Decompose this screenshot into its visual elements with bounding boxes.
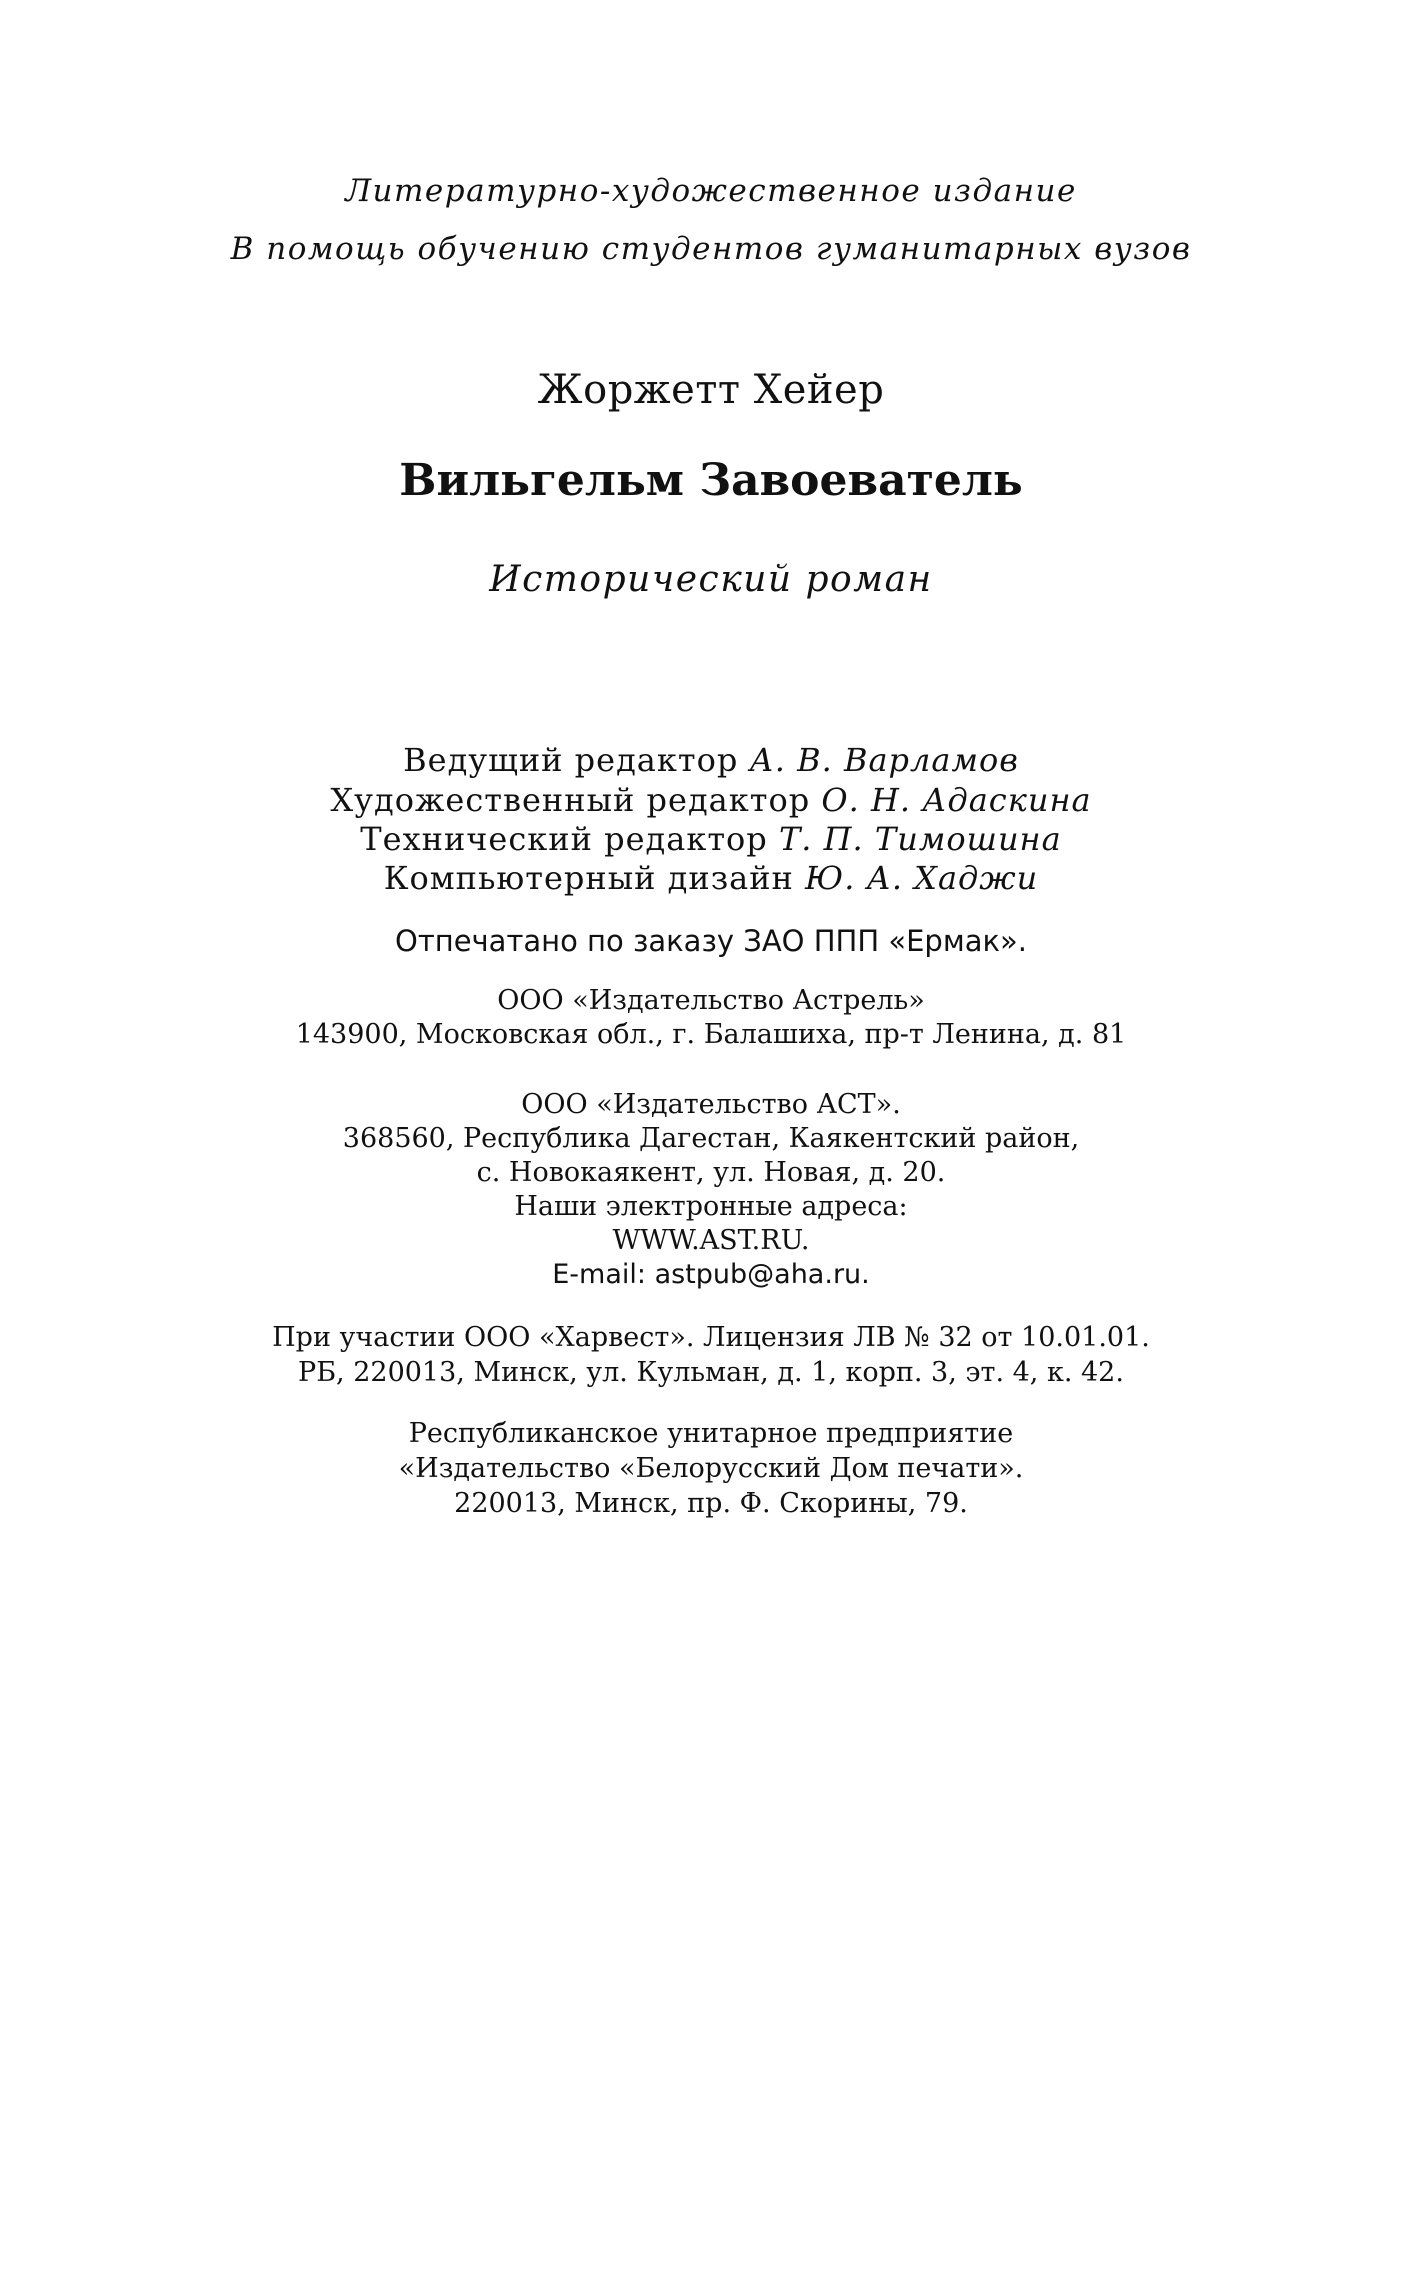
- credit-name: Ю. А. Хаджи: [805, 859, 1039, 897]
- credit-name: Т. П. Тимошина: [778, 820, 1062, 858]
- printed-note: Отпечатано по заказу ЗАО ППП «Ермак».: [395, 924, 1027, 958]
- ast-email: E-mail: astpub@aha.ru.: [552, 1259, 870, 1290]
- ast-name: ООО «Издательство АСТ».: [521, 1089, 901, 1120]
- series-line-1: Литературно-художественное издание: [345, 173, 1077, 209]
- credit-role: Компьютерный дизайн: [383, 859, 794, 897]
- credit-role: Ведущий редактор: [403, 741, 739, 779]
- book-title: Вильгельм Завоеватель: [399, 455, 1023, 506]
- credit-name: О. Н. Адаскина: [821, 781, 1092, 819]
- genre-subtitle: Исторический роман: [489, 559, 933, 600]
- credit-lead-editor: [0, 741, 1422, 779]
- credit-art-editor: [0, 781, 1422, 819]
- credit-role: Технический редактор: [360, 820, 768, 858]
- printer-line-2: «Издательство «Белорусский Дом печати».: [398, 1453, 1024, 1484]
- credit-design: [0, 859, 1422, 897]
- harvest-line-2: РБ, 220013, Минск, ул. Кульман, д. 1, корп. 3, эт. 4, к. 42.: [298, 1357, 1124, 1388]
- credit-tech-editor: [0, 820, 1422, 858]
- author-name: Жоржетт Хейер: [537, 367, 885, 413]
- ast-website: WWW.AST.RU.: [612, 1225, 810, 1256]
- printer-line-1: Республиканское унитарное предприятие: [408, 1418, 1014, 1449]
- ast-web-label: Наши электронные адреса:: [514, 1191, 908, 1222]
- credit-name: А. В. Варламов: [749, 741, 1019, 779]
- printer-line-3: 220013, Минск, пр. Ф. Скорины, 79.: [454, 1488, 968, 1519]
- ast-address-1: 368560, Республика Дагестан, Каякентский район,: [342, 1123, 1080, 1154]
- harvest-line-1: При участии ООО «Харвест». Лицензия ЛВ № 32 от 10.01.01.: [272, 1322, 1150, 1353]
- credit-role: Художественный редактор: [330, 781, 811, 819]
- ast-address-2: с. Новокаякент, ул. Новая, д. 20.: [476, 1157, 946, 1188]
- astrel-name: ООО «Издательство Астрель»: [497, 985, 925, 1016]
- astrel-address: 143900, Московская обл., г. Балашиха, пр-т Ленина, д. 81: [295, 1019, 1127, 1050]
- series-line-2: В помощь обучению студентов гуманитарных вузов: [230, 231, 1192, 267]
